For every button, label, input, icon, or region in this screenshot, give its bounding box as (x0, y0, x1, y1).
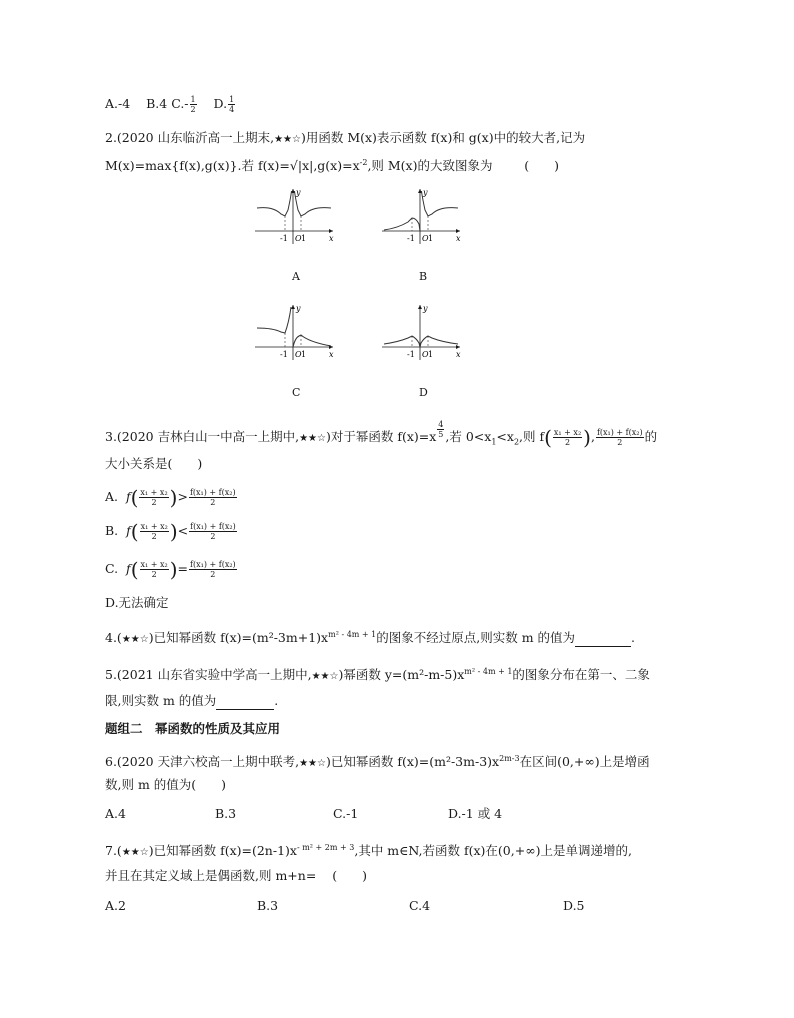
q1-option-a: A.-4 (105, 96, 131, 111)
q3-option-c: C. f( $\frac{\text{x₁ + x₂}}{2}$ )= $\frac{\text{f(x₁) + f(x₂)}}{2}$ (105, 557, 236, 582)
q6-line1: 6.(2020 天津六校高一上期中联考,★★☆)已知幂函数 $f(x)=(m^2-3m-3)x^{2m-3}$在区间(0,+∞)上是增函 (105, 754, 650, 770)
svg-text:-1: -1 (280, 234, 288, 243)
q7-line1: 7.(★★☆)已知幂函数 $f(x)=(2n-1)x^{- m^2 + 2m + 3}$,其中 m∈N,若函数 f(x)在(0,+∞)上是单调递增的, (105, 843, 632, 859)
q3-option-d: D.无法确定 (105, 595, 169, 610)
svg-text:x: x (456, 234, 461, 243)
section-heading: 题组二 幂函数的性质及其应用 (105, 721, 281, 736)
svg-text:-1: -1 (407, 234, 415, 243)
q7-option-a: A.2 (105, 898, 126, 913)
q5-line2: 限,则实数 m 的值为 . (105, 693, 279, 708)
svg-text:y: y (296, 188, 301, 197)
svg-text:O: O (295, 234, 302, 243)
difficulty-stars-icon: ★★☆ (299, 758, 326, 770)
q6-option-d: D.-1 或 4 (448, 806, 503, 821)
q5-answer-blank[interactable] (216, 693, 274, 710)
svg-text:y: y (423, 304, 428, 313)
q1-option-b: B.4 (146, 96, 168, 111)
svg-text:O: O (422, 234, 429, 243)
difficulty-stars-icon: ★★☆ (299, 433, 326, 444)
q1-option-c: C.- $\frac{1}{2}$ (171, 95, 196, 114)
q4-answer-blank[interactable] (575, 630, 631, 647)
curve-left (257, 191, 292, 216)
q4-line: 4.(★★☆)已知幂函数 $f(x)=(m^2-3m+1)x^{m^2 - 4m + 1}$的图象不经过原点,则实数 m 的值为 . (105, 630, 636, 646)
svg-text:-1: -1 (280, 350, 288, 359)
q2-line1: 2.(2020 山东临沂高一上期末,★★☆)用函数 M(x)表示函数 f(x)和 g(x)中的较大者,记为 (105, 130, 586, 145)
graph-c (253, 302, 338, 362)
svg-text:1: 1 (428, 234, 434, 243)
svg-text:y: y (296, 304, 301, 313)
svg-text:1: 1 (301, 350, 307, 359)
svg-text:y: y (423, 188, 428, 197)
svg-text:x: x (329, 350, 334, 359)
q3-line2: 大小关系是( ) (105, 456, 203, 471)
graph-d-caption: D (419, 386, 428, 399)
difficulty-stars-icon: ★★☆ (121, 634, 149, 646)
graph-a (253, 186, 338, 246)
q6-option-c: C.-1 (333, 806, 359, 821)
difficulty-stars-icon: ★★☆ (121, 847, 149, 859)
graph-b-caption: B (419, 270, 428, 283)
graph-b (380, 186, 465, 246)
q6-line2: 数,则 m 的值为( ) (105, 777, 227, 792)
svg-text:x: x (456, 350, 461, 359)
q1-option-d: D. $\frac{1}{4}$ (213, 95, 235, 114)
q5-line1: 5.(2021 山东省实验中学高一上期中,★★☆)幂函数 $y=(m^2-m-5)x^{m^2 - 4m + 1}$的图象分布在第一、二象 (105, 667, 650, 683)
svg-text:x: x (329, 234, 334, 243)
graph-a-caption: A (292, 270, 300, 283)
q6-option-b: B.3 (215, 806, 237, 821)
difficulty-stars-icon: ★★☆ (311, 671, 339, 683)
q7-option-d: D.5 (563, 898, 585, 913)
graph-d (380, 302, 465, 362)
svg-text:-1: -1 (407, 350, 415, 359)
q7-option-b: B.3 (257, 898, 279, 913)
q7-line2: 并且在其定义域上是偶函数,则 m+n= ( ) (105, 868, 367, 883)
svg-text:1: 1 (301, 234, 307, 243)
q1-options (105, 95, 236, 114)
graph-c-caption: C (292, 386, 301, 399)
svg-text:1: 1 (428, 350, 434, 359)
q3-option-b: B. f( $\frac{\text{x₁ + x₂}}{2}$ )< $\frac{\text{f(x₁) + f(x₂)}}{2}$ (105, 519, 236, 544)
q7-option-c: C.4 (409, 898, 431, 913)
q3-line1: 3.(2020 吉林白山一中高一上期中,★★☆)对于幂函数 f(x)=x $\frac{4}{5}$ ,若 $0<x_1<x_2$,则 f( $\frac{\text{x₁ + x₂}}{2}$ ), $\frac{\text{f(x₁) + f(x₂)}}{2}$ 的 (105, 420, 658, 450)
q6-option-a: A.4 (105, 806, 126, 821)
q3-option-a: A. f( $\frac{\text{x₁ + x₂}}{2}$ )> $\frac{\text{f(x₁) + f(x₂)}}{2}$ (105, 485, 236, 510)
q2-line2: M(x)=max{f(x),g(x)}.若 $f(x)=√|x|,g(x)=x^{-2}$,则 M(x)的大致图象为 ( ) (105, 158, 560, 174)
svg-text:O: O (422, 350, 429, 359)
svg-text:O: O (295, 350, 302, 359)
difficulty-stars-icon: ★★☆ (274, 134, 301, 145)
